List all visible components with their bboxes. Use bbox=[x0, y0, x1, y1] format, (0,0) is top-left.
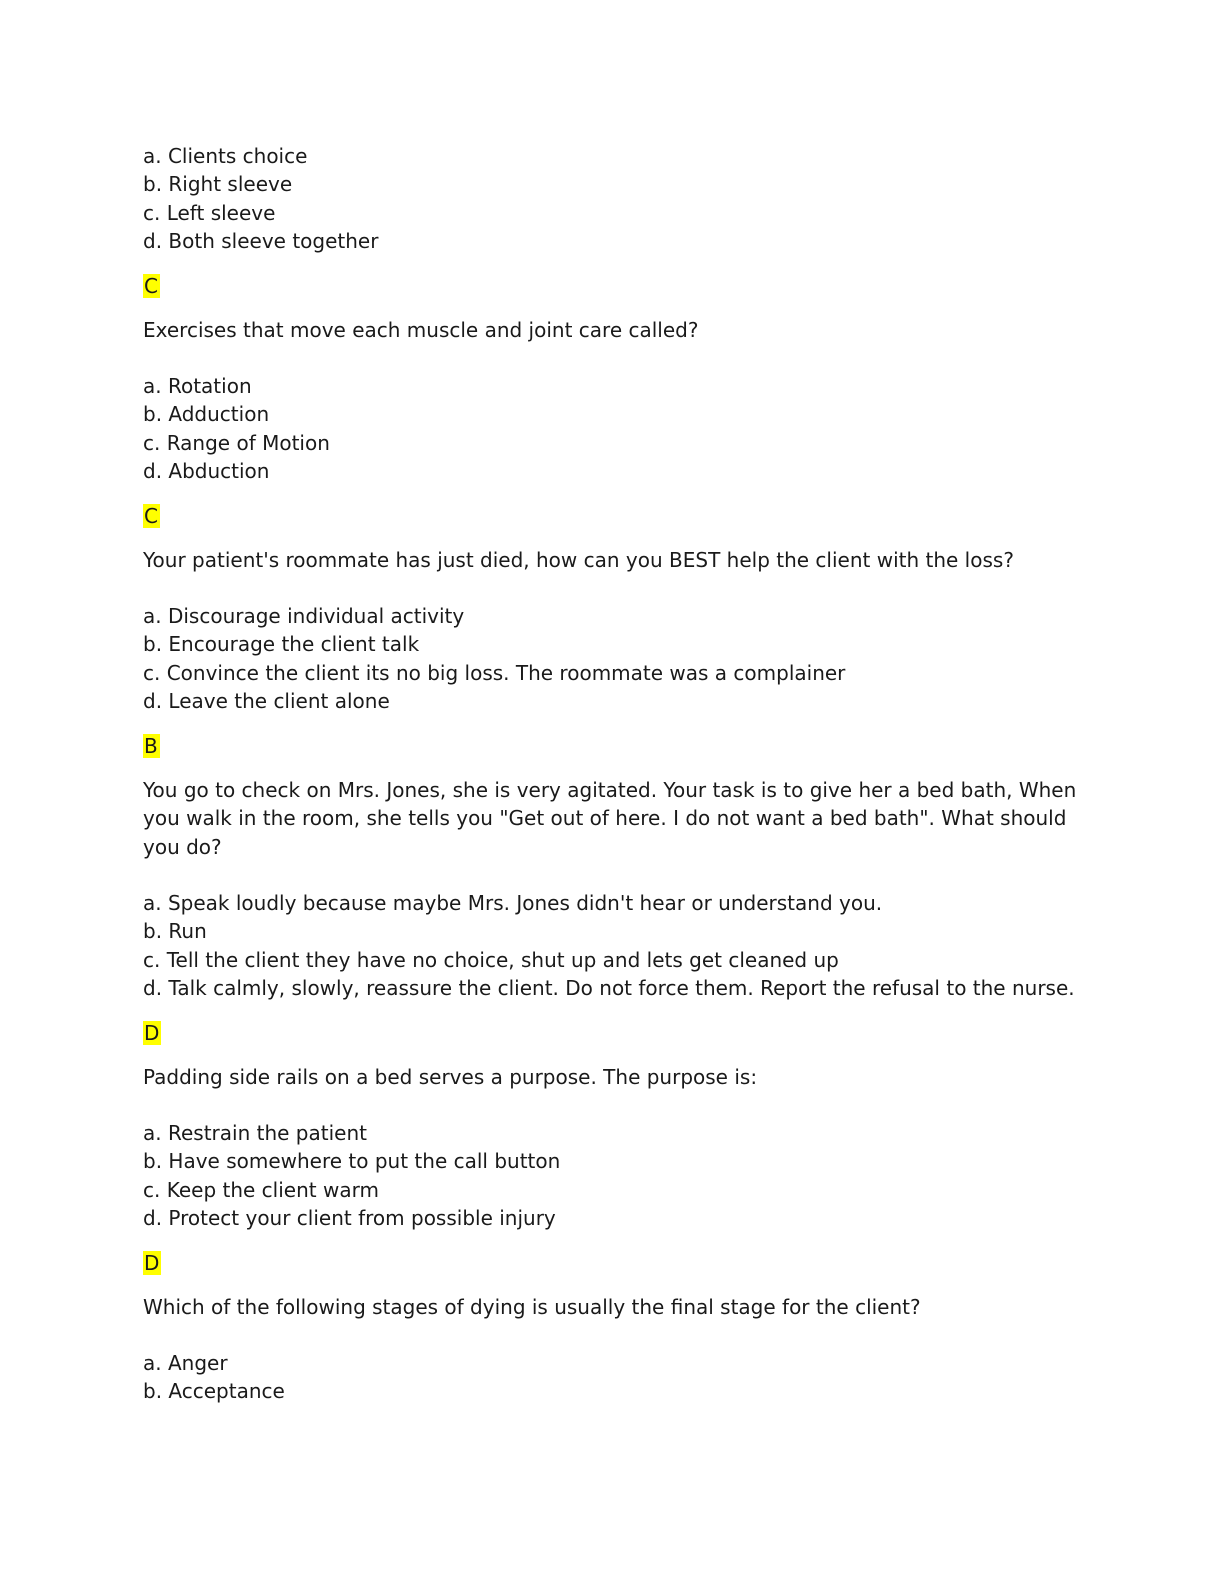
option: d. Both sleeve together bbox=[143, 229, 379, 254]
option-list bbox=[143, 889, 1083, 1003]
question-text: Exercises that move each muscle and joint care called? bbox=[143, 317, 699, 342]
option: a. Clients choice bbox=[143, 144, 308, 168]
question-text: You go to check on Mrs. Jones, she is very agitated. Your task is to give her a bed bath, When you walk in the room, she tells you "Get out of here. I do not want a bed bath". What should you do? bbox=[143, 777, 1077, 859]
option: d. Protect your client from possible injury bbox=[143, 1206, 556, 1231]
option: c. Left sleeve bbox=[143, 200, 276, 225]
answer-highlight: C bbox=[144, 503, 158, 528]
option: a. Restrain the patient bbox=[143, 1120, 367, 1145]
option: c. Convince the client its no big loss. The roommate was a complainer bbox=[143, 660, 846, 685]
option: c. Range of Motion bbox=[143, 430, 330, 455]
option-list bbox=[143, 1349, 1083, 1406]
answer-highlight: D bbox=[144, 1020, 160, 1045]
option: b. Run bbox=[143, 919, 207, 944]
answer-highlight: B bbox=[144, 733, 158, 758]
answer-line bbox=[143, 1019, 1083, 1047]
option: a. Speak loudly because maybe Mrs. Jones didn't hear or understand you. bbox=[143, 890, 883, 915]
answer-highlight: D bbox=[144, 1250, 160, 1275]
question-text: Padding side rails on a bed serves a purpose. The purpose is: bbox=[143, 1064, 758, 1089]
option: d. Leave the client alone bbox=[143, 689, 390, 714]
option: b. Right sleeve bbox=[143, 172, 293, 197]
answer-line bbox=[143, 272, 1083, 300]
option-list bbox=[143, 602, 1083, 716]
answer-line bbox=[143, 502, 1083, 530]
option: c. Tell the client they have no choice, shut up and lets get cleaned up bbox=[143, 947, 839, 972]
option-list bbox=[143, 372, 1083, 486]
option-list bbox=[143, 142, 1083, 256]
option: b. Acceptance bbox=[143, 1379, 285, 1404]
option-list bbox=[143, 1119, 1083, 1233]
option: b. Encourage the client talk bbox=[143, 632, 420, 657]
question-text: Which of the following stages of dying is usually the final stage for the client? bbox=[143, 1294, 921, 1319]
option: c. Keep the client warm bbox=[143, 1177, 379, 1202]
question-text: Your patient's roommate has just died, how can you BEST help the client with the loss? bbox=[143, 547, 1014, 572]
option: d. Talk calmly, slowly, reassure the client. Do not force them. Report the refusal to the nurse. bbox=[143, 976, 1075, 1001]
option: b. Adduction bbox=[143, 402, 270, 427]
document-page bbox=[143, 142, 1083, 1406]
option: d. Abduction bbox=[143, 459, 270, 484]
option: a. Anger bbox=[143, 1350, 228, 1375]
option: a. Discourage individual activity bbox=[143, 604, 465, 629]
answer-line bbox=[143, 1249, 1083, 1277]
answer-highlight: C bbox=[144, 273, 158, 298]
option: b. Have somewhere to put the call button bbox=[143, 1149, 561, 1174]
option: a. Rotation bbox=[143, 374, 252, 399]
answer-line bbox=[143, 732, 1083, 760]
